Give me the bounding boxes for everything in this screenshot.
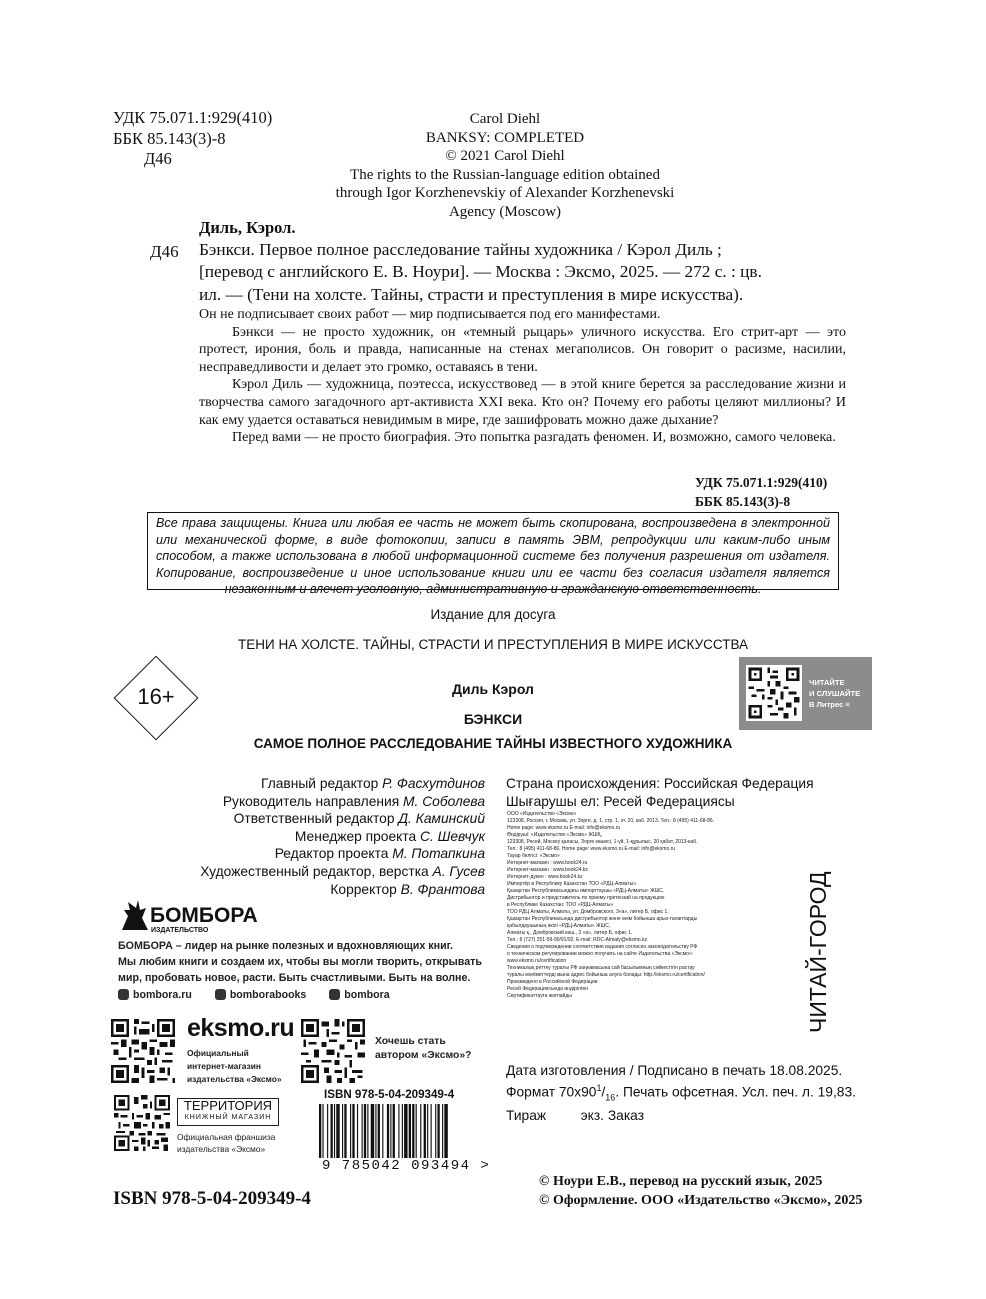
legal-info-line: Қазақстан Республикасындағы импорттаушы «РДЦ-Алматы» ЖШС. bbox=[507, 888, 665, 894]
bombora-vk-link[interactable]: bomborabooks bbox=[215, 989, 317, 1001]
bib-line-1: Бэнкси. Первое полное расследование тайны художника / Кэрол Диль ; bbox=[199, 240, 722, 259]
design-copyright: © Оформление. ООО «Издательство «Эксмо», 2025 bbox=[539, 1193, 863, 1208]
origin-line: Шығарушы ел: Ресей Федерациясы bbox=[506, 793, 735, 809]
credit-line: Ответственный редактор Д. Каминский bbox=[233, 811, 485, 827]
legal-info-line: туралы мәліметтерді мына адрес бойынша алуға болады: http://eksmo.ru/certification/ bbox=[507, 972, 705, 978]
udk-bbk-bottom bbox=[695, 473, 827, 511]
litres-line: И СЛУШАЙТЕ bbox=[809, 689, 861, 698]
legal-info-line: Өндіруші: «Издательство «Эксмо» ЖШҚ, bbox=[507, 832, 602, 838]
series-title: ТЕНИ НА ХОЛСТЕ. ТАЙНЫ, СТРАСТИ И ПРЕСТУПЛЕНИЯ В МИРЕ ИСКУССТВА bbox=[237, 637, 748, 652]
territory-logo-text: ТЕРРИТОРИЯ bbox=[183, 1098, 273, 1113]
author-qr-code bbox=[301, 1019, 365, 1083]
bombora-desc-line: мир, пробовать новое, расти. Быть счастливыми. Быть на волне. bbox=[118, 971, 471, 984]
udk-top-line: УДК 75.071.1:929(410) bbox=[113, 108, 273, 127]
territory-logo-sub: КНИЖНЫЙ МАГАЗИН bbox=[184, 1114, 272, 1121]
bbk-bottom-line: ББК 85.143(3)-8 bbox=[695, 494, 791, 509]
annotation-paragraph: Перед вами — не просто биография. Это попытка разгадать феномен. И, возможно, самого человека. bbox=[232, 430, 836, 446]
bombora-bomb-icon bbox=[118, 896, 258, 936]
rights-line-3: Agency (Moscow) bbox=[448, 203, 562, 220]
litres-line: В Литрес ≡ bbox=[809, 700, 850, 709]
bombora-description bbox=[118, 939, 482, 986]
original-title: BANKSY: COMPLETED bbox=[425, 129, 585, 146]
rights-notice-box: Все права защищены. Книга или любая ее часть не может быть скопирована, воспроизведена в электронной или механической форме, в виде фотокопии, записи в память ЭВМ, репродукции или каким-либо иным способом, а также использована в любой информационной системе без получения разрешения от издателя. Копирование, воспроизведение и иное использование книги или ее части без согласия издателя является незаконным и влечет уголовную, административную и гражданскую ответственность. bbox=[147, 512, 839, 590]
legal-info-line: Сведения о подтверждении соответствия издания согласно законодательству РФ bbox=[507, 944, 698, 950]
author-heading: Диль, Кэрол. bbox=[199, 218, 296, 237]
eksmo-description bbox=[187, 1047, 282, 1086]
origin-line: Страна происхождения: Российская Федерация bbox=[506, 776, 814, 791]
original-copyright-block bbox=[300, 110, 710, 222]
author-call-line: Хочешь стать bbox=[375, 1036, 446, 1047]
social-icon bbox=[329, 989, 340, 1000]
legal-info-line: Дистрибьютор и представитель по приему претензий на продукцию bbox=[507, 895, 665, 901]
edition-type: Издание для досуга bbox=[430, 607, 556, 622]
barcode-number: 9 785042 093494 > bbox=[322, 1158, 491, 1174]
legal-info-line: Тел.: 8 (495) 411-68-86. Home page: www.eksmo.ru E-mail: info@eksmo.ru bbox=[507, 846, 676, 852]
litres-line: ЧИТАЙТЕ bbox=[809, 678, 845, 687]
litres-text bbox=[809, 677, 860, 710]
legal-info-line: Интернет-магазин : www.book24.kz bbox=[507, 867, 588, 873]
credit-line: Редактор проекта М. Потапкина bbox=[274, 846, 485, 862]
territory-desc-line: Официальная франшиза bbox=[177, 1132, 276, 1142]
territory-qr-code bbox=[114, 1095, 170, 1151]
territory-description bbox=[177, 1131, 275, 1155]
isbn: ISBN 978-5-04-209349-4 bbox=[113, 1188, 311, 1209]
bombora-desc-line: БОМБОРА – лидер на рынке полезных и вдохновляющих книг. bbox=[118, 940, 454, 952]
publisher-legal-info bbox=[507, 811, 797, 1000]
bombora-social-link[interactable]: bombora bbox=[329, 989, 399, 1001]
author-name: Диль Кэрол bbox=[452, 681, 534, 697]
eksmo-desc-line: издательства «Эксмо» bbox=[187, 1074, 282, 1084]
legal-info-line: о техническом регулировании можно получить на сайте Издательства «Эксмо»: bbox=[507, 951, 694, 957]
vk-icon bbox=[215, 989, 226, 1000]
legal-info-line: Произведено в Российской Федерации bbox=[507, 979, 598, 985]
legal-info-line: 123308, Ресей, Мәскеу қаласы, Зорге көшесі, 1-үй, 1-құрылыс, 20 қабат, 2013-каб. bbox=[507, 839, 698, 845]
legal-info-line: Қазақстан Республикасында дистрибьютор және өнім бойынша арыз-талаптарды bbox=[507, 916, 698, 922]
legal-info-line: Home page: www.eksmo.ru E-mail: info@eksmo.ru bbox=[507, 825, 621, 831]
copyright-notices bbox=[539, 1172, 862, 1210]
udk-bottom-line: УДК 75.071.1:929(410) bbox=[695, 475, 828, 490]
print-date: Дата изготовления / Подписано в печать 18.08.2025. bbox=[506, 1063, 843, 1078]
credit-line: Художественный редактор, верстка А. Гусев bbox=[200, 863, 485, 879]
litres-qr-code bbox=[746, 665, 802, 721]
age-rating: 16+ bbox=[137, 684, 175, 709]
bbk-top-line: ББК 85.143(3)-8 bbox=[113, 129, 226, 148]
original-copyright: © 2021 Carol Diehl bbox=[445, 148, 565, 165]
country-of-origin bbox=[506, 775, 814, 810]
isbn-barcode-label: ISBN 978-5-04-209349-4 bbox=[324, 1088, 455, 1101]
legal-info-line: Интернет-магазин : www.book24.ru bbox=[507, 860, 588, 866]
legal-info-line: Тел.: 8 (727) 251-59-90/91/92. E-mail: RDC-Almaty@eksmo.kz bbox=[507, 937, 648, 943]
legal-info-line: в Республике Казахстан: ТОО «РДЦ-Алматы» bbox=[507, 902, 614, 908]
print-run: Тираж экз. Заказ bbox=[506, 1107, 645, 1123]
eksmo-desc-line: Официальный bbox=[187, 1048, 249, 1058]
isbn-barcode bbox=[315, 1104, 490, 1162]
legal-info-line: 123308, Россия, г. Москва, ул. Зорге, д. 1, стр. 1, эт. 20, каб. 2013. Тел.: 8 (495) 411-68-86. bbox=[507, 818, 715, 824]
chitai-gorod-text: ЧИТАЙ-ГОРОД bbox=[805, 871, 831, 1033]
translation-copyright: © Ноури Е.В., перевод на русский язык, 2025 bbox=[539, 1174, 823, 1189]
rights-line-1: The rights to the Russian-language edition obtained bbox=[350, 166, 660, 183]
legal-info-line: Ресей Федерациясында өндірілген bbox=[507, 986, 589, 992]
credit-line: Менеджер проекта С. Шевчук bbox=[294, 828, 485, 844]
author-mark-entry: Д46 bbox=[150, 242, 179, 261]
territory-logo bbox=[177, 1098, 279, 1126]
legal-info-line: ТОО РДЦ Алматы, Алматы, ул. Домбровского, 3«а», литер Б, офис 1. bbox=[507, 909, 669, 915]
annotation-paragraph: Кэрол Диль — художница, поэтесса, искусствовед — в этой книге берется за расследование жизни и творчества самого загадочного арт-активиста XXI века. Кто он? Почему его работы целяют миллионы? И как ему удается оставаться невидимым в мире, где зашифровать можно даже дыхание? bbox=[199, 377, 846, 428]
chitai-gorod-logo bbox=[796, 835, 836, 1035]
bombora-desc-line: Мы любим книги и создаем их, чтобы вы могли творить, открывать bbox=[118, 955, 482, 968]
bombora-links bbox=[118, 989, 410, 1001]
legal-info-line: Импортёр в Республику Казахстан ТОО «РДЦ-Алматы». bbox=[507, 881, 638, 887]
original-author: Carol Diehl bbox=[469, 111, 541, 127]
bombora-logo bbox=[118, 896, 258, 941]
legal-info-line: Алматы қ., Домбровский көш., 3 «а», литер Б, офис 1. bbox=[507, 930, 633, 936]
bibliographic-entry bbox=[199, 239, 762, 306]
credit-line: Корректор В. Франтова bbox=[330, 881, 485, 897]
bib-line-3: ил. — (Тени на холсте. Тайны, страсти и преступления в мире искусства). bbox=[199, 284, 744, 304]
book-subtitle: САМОЕ ПОЛНОЕ РАССЛЕДОВАНИЕ ТАЙНЫ ИЗВЕСТНОГО ХУДОЖНИКА bbox=[253, 736, 733, 751]
bombora-site-link[interactable]: bombora.ru bbox=[118, 989, 202, 1001]
bib-line-2: [перевод с английского Е. В. Ноури]. — Москва : Эксмо, 2025. — 272 с. : цв. bbox=[199, 262, 762, 282]
globe-icon bbox=[118, 989, 129, 1000]
litres-promo bbox=[739, 657, 872, 730]
svg-text:БОМБОРА: БОМБОРА bbox=[150, 904, 258, 927]
legal-info-line: Интернет-дүкен : www.book24.kz bbox=[507, 874, 583, 880]
territory-desc-line: издательства «Эксмо» bbox=[177, 1144, 266, 1154]
annotation bbox=[199, 306, 846, 447]
print-format: Формат $70x90^1/_{16}$. Печать офсетная. Усл. печ. л. 19,83. bbox=[506, 1082, 856, 1103]
legal-info-line: ООО «Издательство «Эксмо» bbox=[507, 811, 577, 817]
book-title: БЭНКСИ bbox=[463, 711, 523, 727]
eksmo-logo[interactable]: eksmo.ru bbox=[187, 1014, 295, 1042]
become-author-callout bbox=[375, 1035, 472, 1063]
svg-text:ИЗДАТЕЛЬСТВО: ИЗДАТЕЛЬСТВО bbox=[151, 927, 209, 934]
eksmo-desc-line: интернет-магазин bbox=[187, 1061, 261, 1071]
udk-bbk-top bbox=[113, 107, 272, 149]
legal-info-line: www.eksmo.ru/certification bbox=[507, 958, 567, 964]
annotation-paragraph: Он не подписывает своих работ — мир подписывается под его манифестами. bbox=[199, 307, 661, 322]
editorial-credits bbox=[130, 775, 485, 898]
credit-line: Главный редактор Р. Фасхутдинов bbox=[261, 776, 485, 791]
legal-info-line: Сертификаттауға жатпайды bbox=[507, 993, 572, 999]
legal-info-line: Техникалық реттеу туралы РФ заңнамасына сай басылымның сәйкестігін растау bbox=[507, 965, 695, 971]
legal-info-line: Тауар белгісі: «Эксмо» bbox=[507, 853, 560, 859]
author-call-line: автором «Эксмо»? bbox=[375, 1050, 472, 1061]
credit-line: Руководитель направления М. Соболева bbox=[222, 793, 485, 809]
eksmo-qr-code bbox=[111, 1019, 175, 1083]
print-info bbox=[506, 1062, 856, 1125]
rights-line-2: through Igor Korzhenevskiy of Alexander Korzhenevski bbox=[335, 185, 675, 202]
legal-info-line: қабылдаушының өкілі «РДЦ-Алматы» ЖШС, bbox=[507, 923, 611, 929]
author-mark-top: Д46 bbox=[144, 149, 172, 168]
annotation-paragraph: Бэнкси — не просто художник, он «темный рыцарь» уличного искусства. Его стрит-арт — это протест, ирония, боль и правда, написанные на стенах мегаполисов. Он говорит о расизме, насилии, несправедливости и делает это громко, оставаясь в тени. bbox=[199, 324, 846, 375]
